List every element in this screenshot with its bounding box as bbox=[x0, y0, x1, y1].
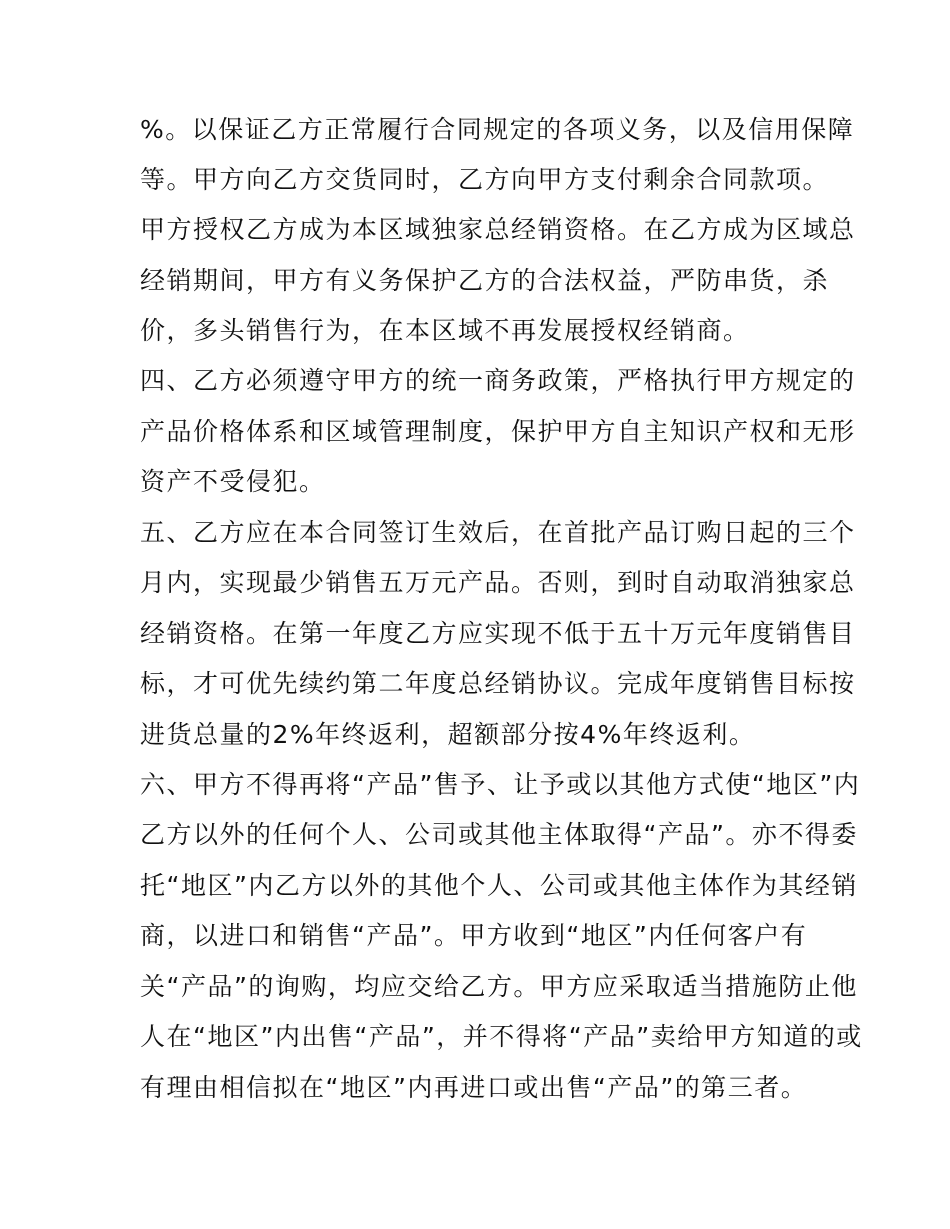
text-line: %。以保证乙方正常履行合同规定的各项义务，以及信用保障 bbox=[140, 115, 855, 144]
text-line: 关“产品”的询购，均应交给乙方。甲方应采取适当措施防止他 bbox=[140, 972, 858, 1001]
text-line: 进货总量的2%年终返利，超额部分按4%年终返利。 bbox=[140, 720, 756, 749]
text-line: 标，才可优先续约第二年度总经销协议。完成年度销售目标按 bbox=[140, 669, 856, 698]
text-line: 四、乙方必须遵守甲方的统一商务政策，严格执行甲方规定的 bbox=[140, 366, 856, 395]
text-line: 甲方授权乙方成为本区域独家总经销资格。在乙方成为区域总 bbox=[140, 215, 856, 244]
text-line: 经销资格。在第一年度乙方应实现不低于五十万元年度销售目 bbox=[140, 619, 856, 648]
text-line: 价，多头销售行为，在本区域不再发展授权经销商。 bbox=[140, 316, 750, 345]
text-line: 商，以进口和销售“产品”。甲方收到“地区”内任何客户有 bbox=[140, 921, 808, 950]
text-line: 乙方以外的任何个人、公司或其他主体取得“产品”。亦不得委 bbox=[140, 820, 858, 849]
text-line: 产品价格体系和区域管理制度，保护甲方自主知识产权和无形 bbox=[140, 417, 856, 446]
text-line: 人在“地区”内出售“产品”，并不得将“产品”卖给甲方知道的或 bbox=[140, 1022, 863, 1051]
text-line: 五、乙方应在本合同签订生效后，在首批产品订购日起的三个 bbox=[140, 518, 856, 547]
text-line: 经销期间，甲方有义务保护乙方的合法权益，严防串货，杀 bbox=[140, 266, 830, 295]
text-line: 资产不受侵犯。 bbox=[140, 467, 326, 496]
text-line: 六、甲方不得再将“产品”售予、让予或以其他方式使“地区”内 bbox=[140, 770, 861, 799]
text-line: 等。甲方向乙方交货同时，乙方向甲方支付剩余合同款项。 bbox=[140, 165, 830, 194]
text-line: 有理由相信拟在“地区”内再进口或出售“产品”的第三者。 bbox=[140, 1073, 808, 1102]
text-line: 月内，实现最少销售五万元产品。否则，到时自动取消独家总 bbox=[140, 568, 856, 597]
text-line: 托“地区”内乙方以外的其他个人、公司或其他主体作为其经销 bbox=[140, 871, 858, 900]
